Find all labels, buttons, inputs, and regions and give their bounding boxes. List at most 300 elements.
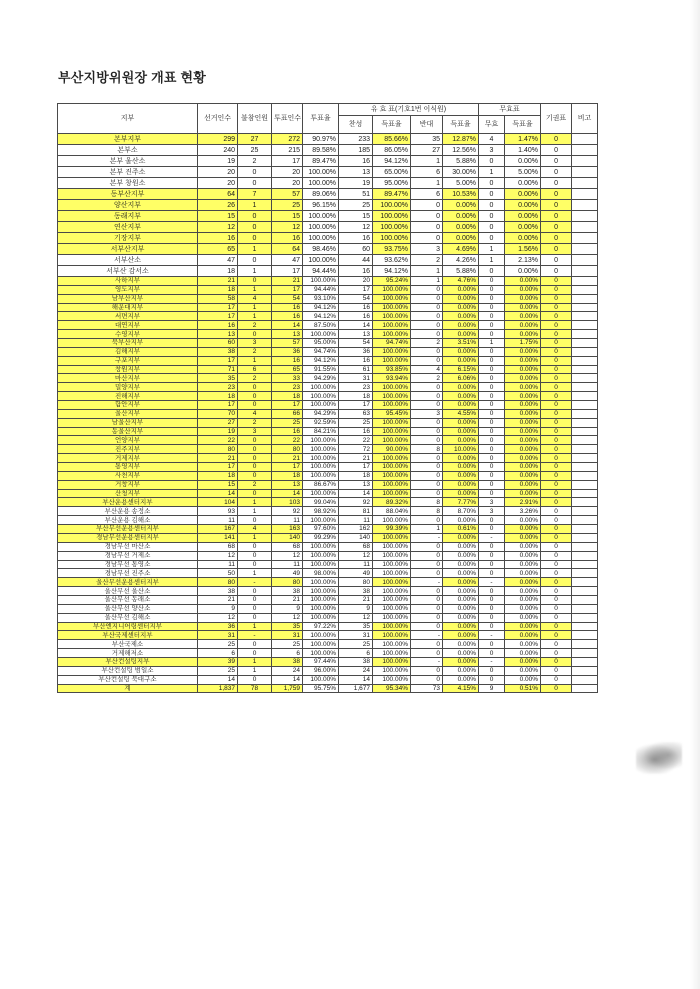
cell-for: 44	[339, 255, 373, 266]
cell-invalid-rate: 0.00%	[505, 622, 541, 631]
cell-absent: 0	[238, 330, 272, 339]
cell-absent: 1	[238, 622, 272, 631]
cell-for: 25	[339, 200, 373, 211]
header-branch: 지부	[58, 104, 198, 134]
cell-abstain: 0	[541, 454, 572, 463]
cell-invalid-rate: 0.00%	[505, 266, 541, 277]
cell-for: 13	[339, 480, 373, 489]
header-against-rate: 득표율	[443, 116, 479, 134]
table-row	[58, 418, 598, 427]
cell-against: 73	[411, 684, 443, 693]
cell-invalid: 0	[479, 294, 505, 303]
cell-voters: 13	[272, 330, 303, 339]
cell-against: 0	[411, 200, 443, 211]
table-row	[58, 277, 598, 286]
table-row	[58, 604, 598, 613]
cell-invalid-rate: 0.00%	[505, 392, 541, 401]
cell-for: 12	[339, 551, 373, 560]
cell-for: 16	[339, 312, 373, 321]
cell-abstain: 0	[541, 156, 572, 167]
cell-invalid: 3	[479, 498, 505, 507]
table-row	[58, 525, 598, 534]
cell-absent: 3	[238, 427, 272, 436]
cell-remarks	[572, 587, 598, 596]
cell-absent: 0	[238, 516, 272, 525]
cell-against: 0	[411, 649, 443, 658]
cell-turnout: 100.00%	[303, 640, 339, 649]
cell-invalid-rate: 0.00%	[505, 640, 541, 649]
cell-invalid: 0	[479, 200, 505, 211]
cell-against-rate: 0.00%	[443, 542, 479, 551]
table-row	[58, 156, 598, 167]
cell-voters: 49	[272, 569, 303, 578]
cell-turnout: 100.00%	[303, 463, 339, 472]
table-row	[58, 436, 598, 445]
cell-electors: 64	[198, 189, 238, 200]
cell-invalid: 0	[479, 266, 505, 277]
cell-against-rate: 5.00%	[443, 178, 479, 189]
cell-for: 54	[339, 339, 373, 348]
cell-invalid-rate: 0.00%	[505, 675, 541, 684]
cell-remarks	[572, 312, 598, 321]
cell-for-rate: 90.00%	[373, 445, 411, 454]
cell-invalid-rate: 0.00%	[505, 427, 541, 436]
cell-for-rate: 100.00%	[373, 454, 411, 463]
cell-for: 63	[339, 409, 373, 418]
cell-branch: 서부산지부	[58, 244, 198, 255]
cell-remarks	[572, 640, 598, 649]
cell-invalid-rate: 1.56%	[505, 244, 541, 255]
cell-electors: 35	[198, 374, 238, 383]
table-row	[58, 312, 598, 321]
cell-against: 0	[411, 454, 443, 463]
cell-turnout: 100.00%	[303, 255, 339, 266]
cell-remarks	[572, 436, 598, 445]
cell-turnout: 100.00%	[303, 277, 339, 286]
cell-against: 2	[411, 374, 443, 383]
cell-abstain: 0	[541, 383, 572, 392]
scan-smudge	[636, 742, 682, 774]
cell-for-rate: 100.00%	[373, 211, 411, 222]
cell-for: 23	[339, 383, 373, 392]
cell-absent: 0	[238, 604, 272, 613]
cell-voters: 14	[272, 321, 303, 330]
cell-turnout: 94.12%	[303, 303, 339, 312]
cell-invalid: 0	[479, 463, 505, 472]
cell-for-rate: 100.00%	[373, 471, 411, 480]
cell-absent: 1	[238, 303, 272, 312]
cell-absent: 2	[238, 347, 272, 356]
cell-branch: 김해지부	[58, 347, 198, 356]
cell-branch: 거창지부	[58, 480, 198, 489]
cell-invalid: 0	[479, 471, 505, 480]
cell-absent: 4	[238, 409, 272, 418]
cell-against-rate: 5.88%	[443, 266, 479, 277]
cell-against: 0	[411, 347, 443, 356]
cell-for-rate: 100.00%	[373, 222, 411, 233]
cell-for-rate: 65.00%	[373, 167, 411, 178]
cell-branch: 부산컨설팅지부	[58, 657, 198, 666]
cell-against-rate: 0.00%	[443, 383, 479, 392]
cell-turnout: 95.75%	[303, 684, 339, 693]
cell-for-rate: 100.00%	[373, 516, 411, 525]
cell-branch: 언양지부	[58, 436, 198, 445]
cell-remarks	[572, 666, 598, 675]
cell-invalid: 0	[479, 156, 505, 167]
cell-for-rate: 100.00%	[373, 595, 411, 604]
cell-invalid-rate: 0.00%	[505, 365, 541, 374]
cell-for-rate: 93.85%	[373, 365, 411, 374]
cell-voters: 92	[272, 507, 303, 516]
cell-remarks	[572, 649, 598, 658]
cell-branch: 울산지부	[58, 409, 198, 418]
cell-turnout: 100.00%	[303, 516, 339, 525]
cell-branch: 경남무선운용센터지부	[58, 533, 198, 542]
cell-invalid-rate: 0.00%	[505, 595, 541, 604]
scan-edge-shadow	[690, 0, 700, 989]
cell-absent: 1	[238, 356, 272, 365]
cell-invalid-rate: 0.00%	[505, 587, 541, 596]
cell-invalid-rate: 0.00%	[505, 649, 541, 658]
cell-against: 3	[411, 409, 443, 418]
cell-against-rate: 3.51%	[443, 339, 479, 348]
cell-against: 0	[411, 330, 443, 339]
cell-for-rate: 89.47%	[373, 189, 411, 200]
cell-remarks	[572, 498, 598, 507]
cell-electors: 9	[198, 604, 238, 613]
cell-electors: 60	[198, 339, 238, 348]
cell-voters: 16	[272, 427, 303, 436]
cell-invalid-rate: 0.00%	[505, 533, 541, 542]
cell-electors: 38	[198, 347, 238, 356]
cell-remarks	[572, 244, 598, 255]
cell-remarks	[572, 418, 598, 427]
cell-invalid: 0	[479, 480, 505, 489]
cell-voters: 25	[272, 200, 303, 211]
cell-absent: 1	[238, 244, 272, 255]
cell-electors: 71	[198, 365, 238, 374]
cell-remarks	[572, 525, 598, 534]
cell-electors: 6	[198, 649, 238, 658]
cell-against-rate: 0.00%	[443, 454, 479, 463]
cell-electors: 38	[198, 587, 238, 596]
header-voters: 투표인수	[272, 104, 303, 134]
cell-remarks	[572, 156, 598, 167]
cell-branch: 산청지부	[58, 489, 198, 498]
cell-absent: 0	[238, 463, 272, 472]
cell-for: 162	[339, 525, 373, 534]
cell-remarks	[572, 200, 598, 211]
cell-against-rate: 0.00%	[443, 392, 479, 401]
cell-absent: 1	[238, 266, 272, 277]
cell-for-rate: 100.00%	[373, 418, 411, 427]
cell-invalid: 0	[479, 427, 505, 436]
table-row	[58, 587, 598, 596]
cell-invalid: 0	[479, 303, 505, 312]
cell-voters: 21	[272, 277, 303, 286]
cell-turnout: 94.44%	[303, 266, 339, 277]
table-row	[58, 675, 598, 684]
cell-for: 185	[339, 145, 373, 156]
cell-abstain: 0	[541, 666, 572, 675]
cell-against: 0	[411, 427, 443, 436]
cell-abstain: 0	[541, 516, 572, 525]
cell-absent: 0	[238, 551, 272, 560]
cell-electors: 50	[198, 569, 238, 578]
cell-for-rate: 100.00%	[373, 463, 411, 472]
cell-against-rate: 0.00%	[443, 418, 479, 427]
table-row	[58, 463, 598, 472]
cell-against: 35	[411, 134, 443, 145]
cell-against-rate: 0.00%	[443, 436, 479, 445]
cell-turnout: 90.97%	[303, 134, 339, 145]
cell-voters: 140	[272, 533, 303, 542]
header-turnout: 투표율	[303, 104, 339, 134]
cell-voters: 54	[272, 294, 303, 303]
cell-remarks	[572, 657, 598, 666]
table-row	[58, 498, 598, 507]
cell-invalid-rate: 0.00%	[505, 418, 541, 427]
cell-turnout: 100.00%	[303, 613, 339, 622]
cell-absent: 25	[238, 145, 272, 156]
cell-for: 18	[339, 392, 373, 401]
cell-electors: 58	[198, 294, 238, 303]
cell-for: 17	[339, 401, 373, 410]
cell-turnout: 99.04%	[303, 498, 339, 507]
cell-electors: 104	[198, 498, 238, 507]
cell-branch: 부산국제소	[58, 640, 198, 649]
cell-absent: 1	[238, 666, 272, 675]
cell-branch: 부산운용 김해소	[58, 516, 198, 525]
cell-branch: 동울산지부	[58, 427, 198, 436]
table-row	[58, 454, 598, 463]
cell-against: 0	[411, 471, 443, 480]
cell-for: 16	[339, 427, 373, 436]
cell-electors: 240	[198, 145, 238, 156]
cell-abstain: 0	[541, 255, 572, 266]
header-valid-votes: 유 효 표(기호1번 이식원)	[339, 104, 479, 116]
cell-invalid: 0	[479, 613, 505, 622]
cell-invalid: 0	[479, 525, 505, 534]
cell-against-rate: 10.00%	[443, 445, 479, 454]
cell-against-rate: 0.00%	[443, 631, 479, 640]
cell-branch: 함안지부	[58, 401, 198, 410]
cell-abstain: 0	[541, 640, 572, 649]
cell-electors: 17	[198, 303, 238, 312]
cell-abstain: 0	[541, 409, 572, 418]
cell-remarks	[572, 569, 598, 578]
cell-against-rate: 30.00%	[443, 167, 479, 178]
cell-against-rate: 0.00%	[443, 489, 479, 498]
cell-remarks	[572, 178, 598, 189]
cell-against: -	[411, 657, 443, 666]
cell-turnout: 100.00%	[303, 649, 339, 658]
cell-for-rate: 95.00%	[373, 178, 411, 189]
cell-turnout: 100.00%	[303, 471, 339, 480]
cell-for-rate: 94.12%	[373, 156, 411, 167]
cell-voters: 38	[272, 587, 303, 596]
cell-invalid-rate: 0.00%	[505, 200, 541, 211]
cell-branch: 경남무선 거제소	[58, 551, 198, 560]
table-row	[58, 200, 598, 211]
cell-branch: 본부소	[58, 145, 198, 156]
cell-remarks	[572, 401, 598, 410]
cell-invalid-rate: 0.00%	[505, 312, 541, 321]
cell-remarks	[572, 294, 598, 303]
cell-turnout: 89.47%	[303, 156, 339, 167]
cell-turnout: 92.59%	[303, 418, 339, 427]
cell-for: 9	[339, 604, 373, 613]
cell-turnout: 100.00%	[303, 631, 339, 640]
cell-invalid: 0	[479, 445, 505, 454]
cell-abstain: 0	[541, 569, 572, 578]
cell-against: 8	[411, 498, 443, 507]
cell-absent: 78	[238, 684, 272, 693]
table-row	[58, 657, 598, 666]
table-row	[58, 622, 598, 631]
cell-abstain: 0	[541, 657, 572, 666]
cell-for: 72	[339, 445, 373, 454]
cell-against: 3	[411, 244, 443, 255]
cell-for: 19	[339, 178, 373, 189]
table-row	[58, 578, 598, 587]
cell-absent: 6	[238, 365, 272, 374]
cell-electors: 18	[198, 392, 238, 401]
header-remarks: 비고	[572, 104, 598, 134]
cell-electors: 17	[198, 356, 238, 365]
cell-remarks	[572, 578, 598, 587]
cell-remarks	[572, 507, 598, 516]
cell-remarks	[572, 134, 598, 145]
table-row	[58, 613, 598, 622]
cell-invalid: -	[479, 631, 505, 640]
cell-invalid-rate: 0.00%	[505, 285, 541, 294]
cell-voters: 80	[272, 578, 303, 587]
cell-turnout: 100.00%	[303, 167, 339, 178]
cell-branch: 밀양지부	[58, 383, 198, 392]
cell-turnout: 89.06%	[303, 189, 339, 200]
cell-invalid-rate: 0.00%	[505, 294, 541, 303]
cell-voters: 12	[272, 613, 303, 622]
cell-voters: 20	[272, 178, 303, 189]
header-invalid-rate: 득표율	[505, 116, 541, 134]
cell-abstain: 0	[541, 321, 572, 330]
cell-branch: 계	[58, 684, 198, 693]
header-invalid: 무효	[479, 116, 505, 134]
cell-for: 17	[339, 463, 373, 472]
cell-voters: 15	[272, 211, 303, 222]
cell-for: 16	[339, 303, 373, 312]
cell-abstain: 0	[541, 525, 572, 534]
cell-absent: 2	[238, 480, 272, 489]
table-row	[58, 533, 598, 542]
cell-electors: 23	[198, 383, 238, 392]
cell-abstain: 0	[541, 374, 572, 383]
cell-voters: 272	[272, 134, 303, 145]
cell-abstain: 0	[541, 622, 572, 631]
cell-turnout: 89.58%	[303, 145, 339, 156]
cell-abstain: 0	[541, 587, 572, 596]
cell-absent: 0	[238, 454, 272, 463]
table-row	[58, 631, 598, 640]
cell-invalid: 0	[479, 211, 505, 222]
cell-branch: 연산지부	[58, 222, 198, 233]
cell-against-rate: 0.00%	[443, 294, 479, 303]
cell-electors: 15	[198, 480, 238, 489]
cell-branch: 부산국제센터지부	[58, 631, 198, 640]
cell-turnout: 100.00%	[303, 560, 339, 569]
cell-branch: 창원지부	[58, 365, 198, 374]
cell-turnout: 98.46%	[303, 244, 339, 255]
cell-for-rate: 94.74%	[373, 339, 411, 348]
cell-electors: 141	[198, 533, 238, 542]
cell-invalid-rate: 2.91%	[505, 498, 541, 507]
cell-turnout: 100.00%	[303, 595, 339, 604]
cell-voters: 66	[272, 409, 303, 418]
cell-turnout: 100.00%	[303, 454, 339, 463]
cell-branch: 사천지부	[58, 471, 198, 480]
cell-absent: 0	[238, 595, 272, 604]
cell-invalid-rate: 0.00%	[505, 445, 541, 454]
cell-against-rate: 0.00%	[443, 222, 479, 233]
cell-abstain: 0	[541, 604, 572, 613]
cell-invalid: 1	[479, 255, 505, 266]
cell-invalid: 0	[479, 374, 505, 383]
cell-remarks	[572, 277, 598, 286]
cell-invalid-rate: 0.00%	[505, 631, 541, 640]
cell-branch: 울산무선 동래소	[58, 595, 198, 604]
cell-voters: 31	[272, 631, 303, 640]
cell-electors: 18	[198, 285, 238, 294]
cell-voters: 14	[272, 675, 303, 684]
table-row	[58, 489, 598, 498]
cell-against: 0	[411, 356, 443, 365]
cell-remarks	[572, 613, 598, 622]
cell-for-rate: 93.62%	[373, 255, 411, 266]
cell-against: 0	[411, 418, 443, 427]
table-row	[58, 266, 598, 277]
table-row	[58, 666, 598, 675]
cell-against-rate: 0.00%	[443, 401, 479, 410]
cell-for-rate: 100.00%	[373, 675, 411, 684]
cell-abstain: 0	[541, 312, 572, 321]
cell-for: 25	[339, 418, 373, 427]
header-against: 반대	[411, 116, 443, 134]
table-row	[58, 303, 598, 312]
cell-branch: 부산운용 송정소	[58, 507, 198, 516]
cell-for-rate: 100.00%	[373, 392, 411, 401]
cell-absent: 1	[238, 533, 272, 542]
cell-for-rate: 100.00%	[373, 569, 411, 578]
cell-electors: 39	[198, 657, 238, 666]
cell-against-rate: 4.76%	[443, 277, 479, 286]
cell-absent: 0	[238, 560, 272, 569]
cell-abstain: 0	[541, 167, 572, 178]
cell-against-rate: 8.70%	[443, 507, 479, 516]
cell-electors: 16	[198, 233, 238, 244]
cell-for: 11	[339, 516, 373, 525]
cell-invalid: 0	[479, 365, 505, 374]
cell-voters: 103	[272, 498, 303, 507]
cell-electors: 14	[198, 489, 238, 498]
table-row	[58, 383, 598, 392]
cell-invalid-rate: 0.00%	[505, 471, 541, 480]
cell-branch: 거제해저소	[58, 649, 198, 658]
cell-against: 1	[411, 178, 443, 189]
table-row	[58, 356, 598, 365]
cell-absent: 0	[238, 445, 272, 454]
cell-voters: 22	[272, 436, 303, 445]
